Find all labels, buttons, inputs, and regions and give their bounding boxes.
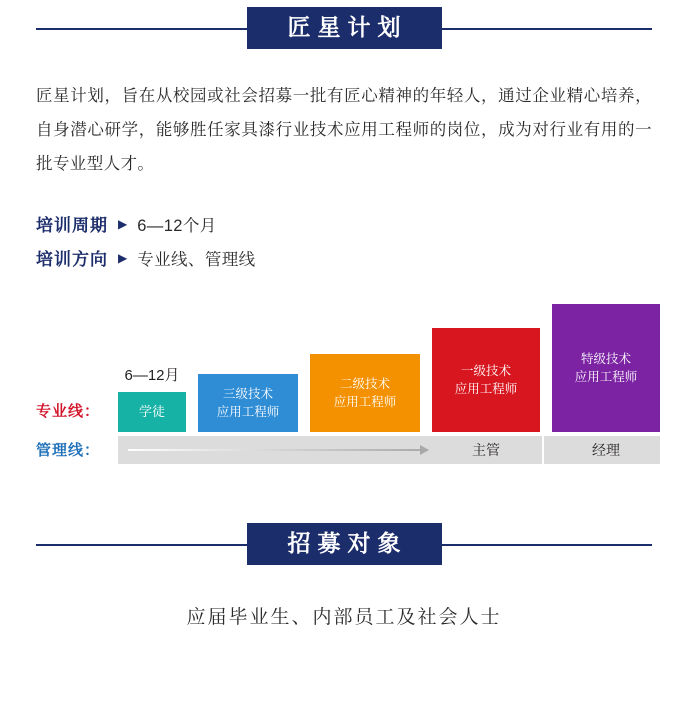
management-track-bar <box>118 436 660 464</box>
recruit-banner-title: 招募对象 <box>247 523 442 565</box>
plan-intro-paragraph: 匠星计划，旨在从校园或社会招募一批有匠心精神的年轻人，通过企业精心培养，自身潜心研学，能够胜任家具漆行业技术应用工程师的岗位，成为对行业有用的一批专业型人才。 <box>36 87 652 173</box>
bar-divider <box>542 436 544 464</box>
ladder-step-line1: 三级技术 <box>222 387 273 402</box>
ladder-step-line2: 应用工程师 <box>216 405 280 420</box>
ladder-step-line2: 应用工程师 <box>574 370 638 385</box>
plan-section-banner <box>36 0 652 56</box>
ladder-step-level2 <box>310 354 420 432</box>
ladder-step-line1: 一级技术 <box>460 364 511 379</box>
ladder-step-line2: 应用工程师 <box>333 395 397 410</box>
duration-label: 6—12月 <box>124 367 180 385</box>
career-ladder-chart <box>0 288 688 468</box>
plan-details-block <box>36 211 688 270</box>
recruit-target-text: 应届毕业生、内部员工及社会人士 <box>186 607 502 629</box>
detail-row-training-period <box>36 211 688 236</box>
plan-banner-title: 匠星计划 <box>247 7 442 49</box>
triangle-right-icon: ▶ <box>118 250 128 265</box>
ladder-step-special <box>552 304 660 432</box>
ladder-step-line1: 二级技术 <box>339 377 390 392</box>
detail-value-training-period: 6—12个月 <box>137 216 217 235</box>
detail-key-training-period: 培训周期 <box>36 216 108 236</box>
recruit-section-banner <box>36 516 652 572</box>
management-step-manager: 经理 <box>592 442 620 459</box>
ladder-step-level1 <box>432 328 540 432</box>
arrow-right-icon <box>128 449 428 451</box>
ladder-step-line2: 应用工程师 <box>454 382 518 397</box>
triangle-right-icon: ▶ <box>118 216 128 231</box>
ladder-step-apprentice <box>118 392 186 432</box>
ladder-step-line1: 学徒 <box>138 404 165 420</box>
detail-value-training-direction: 专业线、管理线 <box>137 250 256 269</box>
ladder-step-level3 <box>198 374 298 432</box>
detail-key-training-direction: 培训方向 <box>36 250 108 270</box>
ladder-step-line1: 特级技术 <box>580 352 631 367</box>
professional-line-label: 专业线： <box>36 403 101 421</box>
management-line-label: 管理线： <box>36 442 101 460</box>
management-step-supervisor: 主管 <box>472 442 500 459</box>
detail-row-training-direction <box>36 245 688 270</box>
